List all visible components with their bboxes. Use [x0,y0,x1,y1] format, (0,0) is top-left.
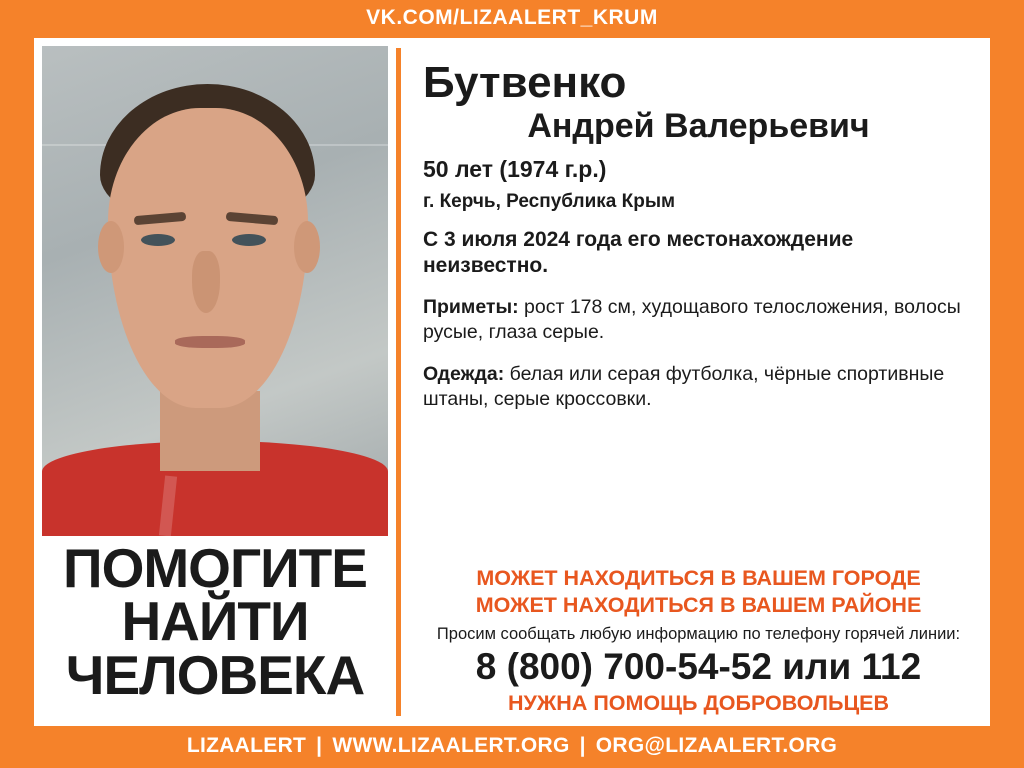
photo-mouth [175,336,245,348]
vk-link-text: VK.COM/LIZAALERT_KRUM [366,6,658,29]
footer-website[interactable]: WWW.LIZAALERT.ORG [332,734,570,757]
footer-email[interactable]: ORG@LIZAALERT.ORG [595,734,838,757]
person-firstname-patronymic: Андрей Валерьевич [527,107,870,146]
left-column [34,38,396,726]
spacer [423,428,974,565]
photo-ear-right [294,221,320,273]
signs-text: рост 178 см, худощавого телосложения, волосы русые, глаза серые. [423,296,961,344]
help-banner-line-2: НАЙТИ [121,590,309,653]
clothes-text: белая или серая футболка, чёрные спортивные штаны, серые кроссовки. [423,362,945,411]
photo-eye-left [141,234,175,246]
signs-label: Приметы: [423,296,519,319]
missing-since-text: С 3 июля 2024 года его местонахождение неизвестно. [423,227,854,277]
clothes-row [423,362,974,413]
photo-nose [192,251,220,313]
alert-line-2: МОЖЕТ НАХОДИТЬСЯ В ВАШЕМ РАЙОНЕ [475,593,922,618]
clothes-label: Одежда: [423,362,505,385]
help-banner-line-1: ПОМОГИТЕ [63,537,367,599]
help-banner [42,537,388,706]
right-column [401,38,990,726]
photo-eye-right [232,234,266,246]
hotline-instruction: Просим сообщать любую информацию по телефону горячей линии: [436,625,961,644]
photo-ear-left [98,221,124,273]
alert-line-1: МОЖЕТ НАХОДИТЬСЯ В ВАШЕМ ГОРОДЕ [476,566,921,591]
footer-org: LIZAALERT [186,734,307,757]
footer-separator-2: | [579,734,586,757]
help-banner-line-3: ЧЕЛОВЕКА [65,643,365,706]
alert-banner [423,565,974,619]
person-surname: Бутвенко [423,58,627,107]
poster-card [34,38,990,726]
person-age: 50 лет (1974 г.р.) [423,155,607,182]
signs-row [423,295,974,346]
vk-link-header [0,0,1024,36]
person-city: г. Керчь, Республика Крым [423,190,676,212]
footer-bar [0,724,1024,768]
volunteers-needed: НУЖНА ПОМОЩЬ ДОБРОВОЛЬЦЕВ [507,691,890,715]
hotline-phone: 8 (800) 700-54-52 или 112 [475,646,922,688]
person-photo [42,46,388,536]
footer-separator-1: | [316,734,323,757]
